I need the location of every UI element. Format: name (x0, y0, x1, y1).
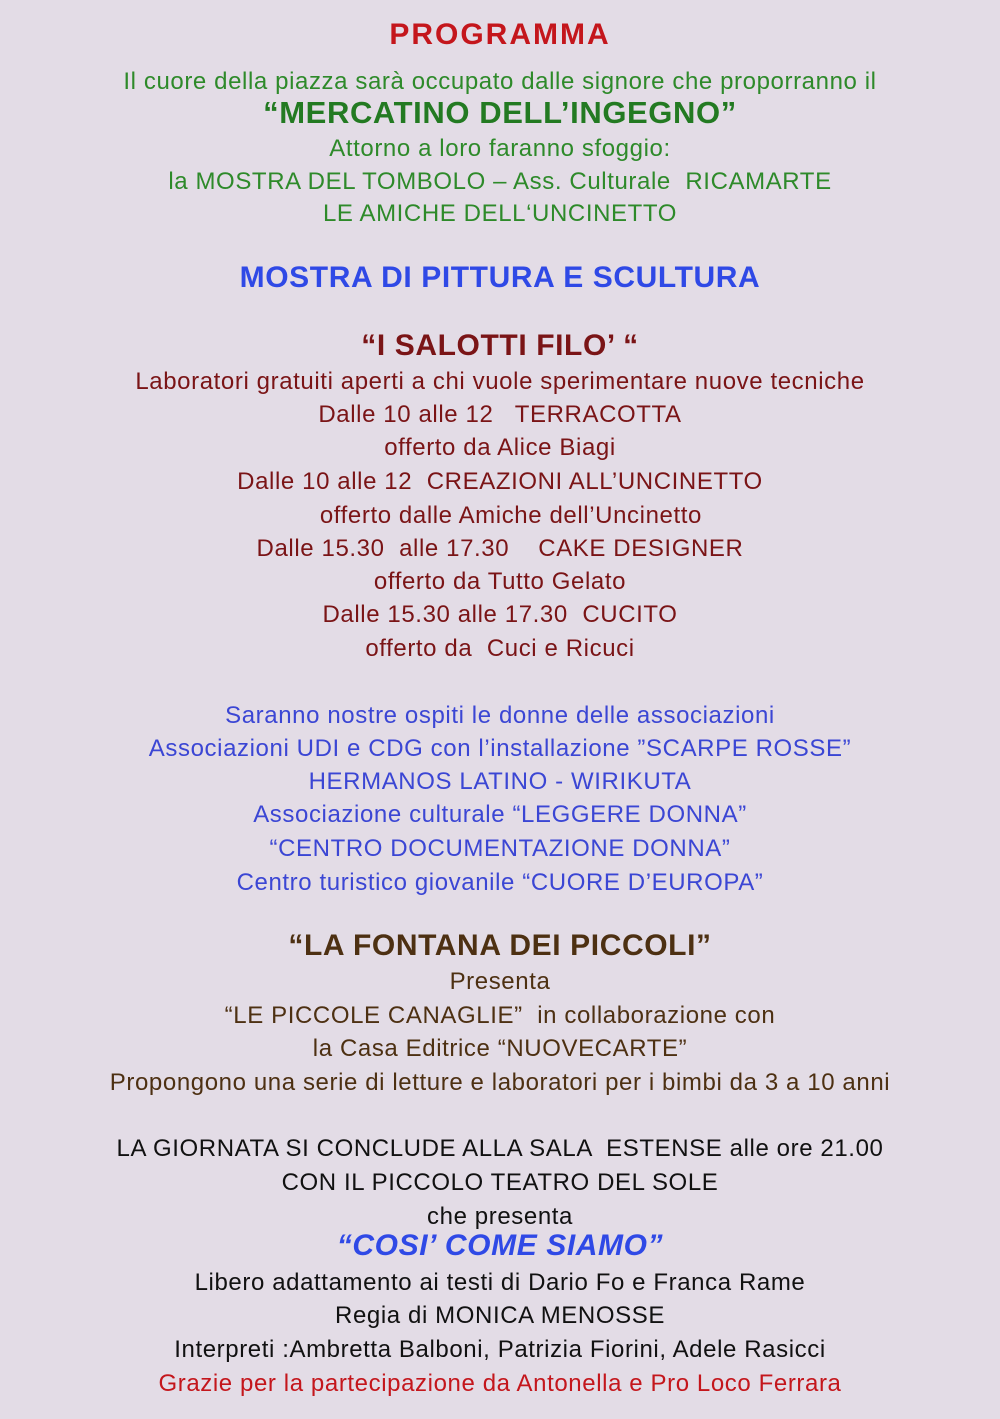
fontana-line: la Casa Editrice “NUOVECARTE” (312, 1035, 688, 1062)
salotti-line: Laboratori gratuiti aperti a chi vuole sperimentare nuove tecniche (135, 368, 865, 395)
fontana-line: “LE PICCOLE CANAGLIE” in collaborazione con (224, 1002, 776, 1029)
salotti-line: Dalle 10 alle 12 CREAZIONI ALL’UNCINETTO (237, 468, 763, 495)
salotti-line: offerto da Alice Biagi (384, 434, 616, 461)
adattamento-line: Libero adattamento ai testi di Dario Fo e Franca Rame (194, 1269, 806, 1296)
ospiti-line: “CENTRO DOCUMENTAZIONE DONNA” (269, 835, 731, 862)
grazie-line: Grazie per la partecipazione da Antonella e Pro Loco Ferrara (158, 1370, 842, 1397)
programma-title: PROGRAMMA (389, 18, 611, 51)
salotti-line: Dalle 10 alle 12 TERRACOTTA (318, 401, 682, 428)
salotti-line: offerto dalle Amiche dell’Uncinetto (298, 502, 702, 529)
serata-line: CON IL PICCOLO TEATRO DEL SOLE (281, 1169, 719, 1196)
ospiti-line: Saranno nostre ospiti le donne delle associazioni (225, 702, 775, 729)
ospiti-line: Associazioni UDI e CDG con l’installazione ”SCARPE ROSSE” (148, 735, 852, 762)
regia-line: Regia di MONICA MENOSSE (335, 1302, 665, 1329)
serata-line: che presenta (427, 1203, 573, 1230)
ospiti-line: HERMANOS LATINO - WIRIKUTA (308, 768, 692, 795)
serata-line: LA GIORNATA SI CONCLUDE ALLA SALA ESTENSE alle ore 21.00 (116, 1135, 884, 1162)
salotti-line: offerto da Cuci e Ricuci (365, 635, 635, 662)
mostra-tombolo-line: la MOSTRA DEL TOMBOLO – Ass. Culturale RICAMARTE (168, 168, 832, 195)
interpreti-line: Interpreti :Ambretta Balboni, Patrizia Fiorini, Adele Rasicci (174, 1336, 826, 1363)
salotti-line: offerto da Tutto Gelato (373, 568, 627, 595)
mostra-pittura-title: MOSTRA DI PITTURA E SCULTURA (239, 261, 761, 294)
fontana-title: “LA FONTANA DEI PICCOLI” (288, 929, 712, 962)
amiche-uncinetto-line: LE AMICHE DELL‘UNCINETTO (322, 200, 678, 227)
spettacolo-title: “COSI’ COME SIAMO” (336, 1229, 664, 1262)
ospiti-line: Associazione culturale “LEGGERE DONNA” (253, 801, 747, 828)
ospiti-line: Centro turistico giovanile “CUORE D’EUROPA” (236, 869, 764, 896)
salotti-line: Dalle 15.30 alle 17.30 CUCITO (322, 601, 678, 628)
programma-intro: Il cuore della piazza sarà occupato dalle signore che proporranno il (123, 68, 877, 95)
fontana-line: Propongono una serie di letture e laboratori per i bimbi da 3 a 10 anni (109, 1069, 891, 1096)
fontana-line: Presenta (449, 968, 551, 995)
mercatino-title: “MERCATINO DELL’INGEGNO” (263, 95, 737, 130)
salotti-line: Dalle 15.30 alle 17.30 CAKE DESIGNER (256, 535, 744, 562)
salotti-title: “I SALOTTI FILO’ “ (361, 329, 639, 362)
attorno-line: Attorno a loro faranno sfoggio: (329, 135, 671, 162)
